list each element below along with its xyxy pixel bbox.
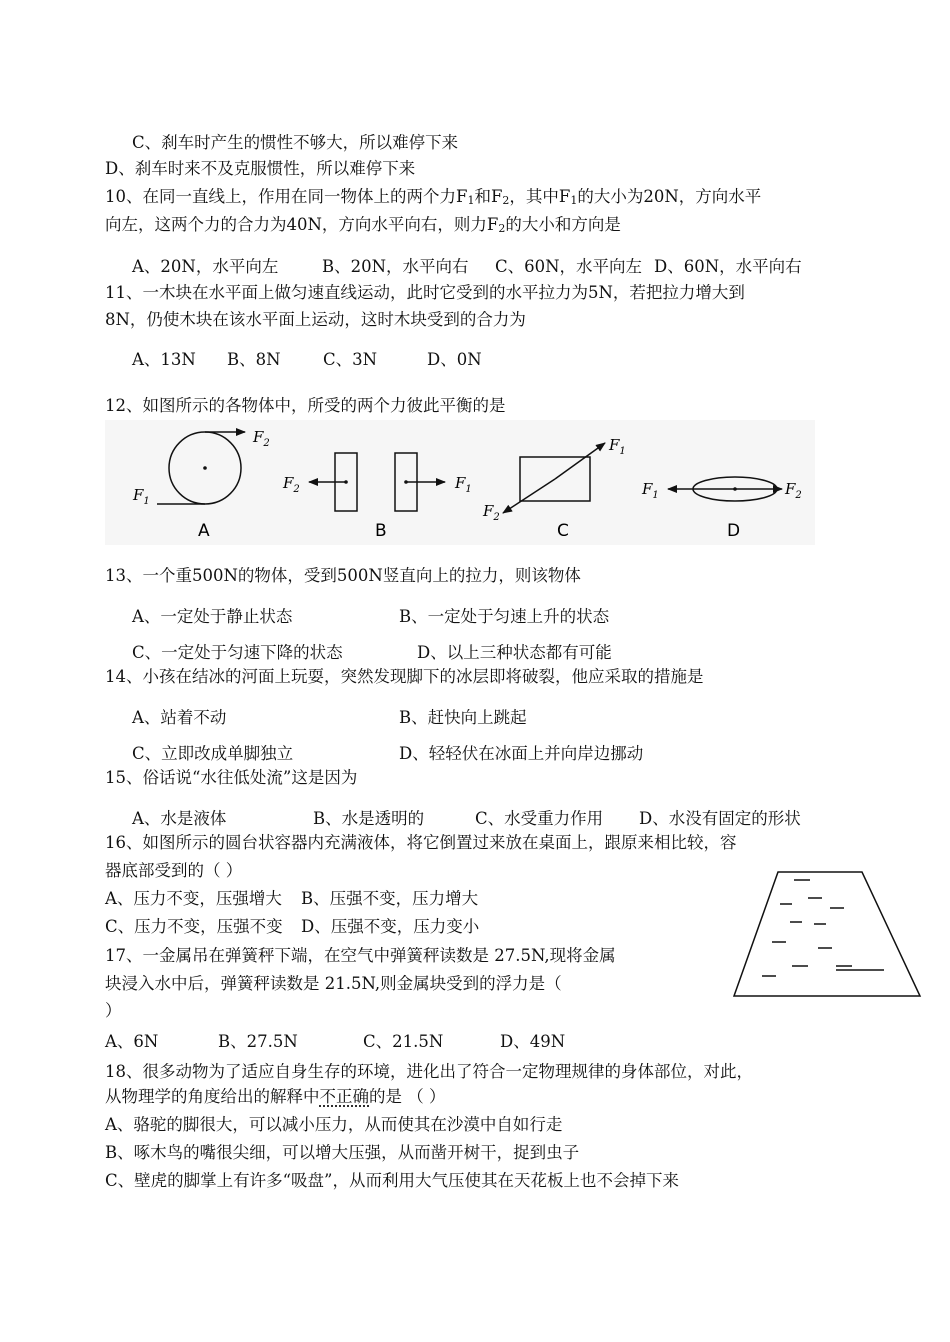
q16-options-row2 xyxy=(105,916,479,938)
q10-stem-line2: 向左，这两个力的合力为40N，方向水平向右，则力F2的大小和方向是 xyxy=(105,215,621,235)
q11-options xyxy=(132,349,482,371)
q18-option-a: A、骆驼的脚很大，可以减小压力，从而使其在沙漠中自如行走 xyxy=(105,1115,563,1134)
q16-stem-line1: 16、如图所示的圆台状容器内充满液体，将它倒置过来放在桌面上，跟原来相比较，容 xyxy=(105,833,737,852)
q11-option-c: C、3N xyxy=(323,350,378,369)
q15-option-c: C、水受重力作用 xyxy=(475,809,604,828)
q16-option-d: D、压强不变，压力变小 xyxy=(301,917,480,936)
diagram-b-label: B xyxy=(375,521,387,541)
diagram-c-f1-label: $F_1$ xyxy=(609,436,626,457)
diagram-a-label: A xyxy=(198,521,210,541)
frustum-container-figure xyxy=(728,868,926,1002)
q13-option-c: C、一定处于匀速下降的状态 xyxy=(132,643,343,662)
q17-stem-line3: ） xyxy=(105,1001,122,1020)
q14-option-d: D、轻轻伏在冰面上并向岸边挪动 xyxy=(399,744,644,763)
q16-option-b: B、压强不变，压力增大 xyxy=(301,889,479,908)
q9-option-c: C、刹车时产生的惯性不够大，所以难停下来 xyxy=(132,133,459,152)
q10-option-a: A、20N，水平向左 xyxy=(132,257,279,276)
q17-option-c: C、21.5N xyxy=(363,1032,444,1051)
q17-stem-line1: 17、一金属吊在弹簧秤下端，在空气中弹簧秤读数是 27.5N,现将金属 xyxy=(105,946,616,965)
q10-option-d: D、60N，水平向右 xyxy=(654,257,802,276)
q15-option-b: B、水是透明的 xyxy=(313,809,425,828)
diagram-a-f2-label: $F_2$ xyxy=(253,428,270,449)
q11-stem-line1: 11、一木块在水平面上做匀速直线运动，此时它受到的水平拉力为5N，若把拉力增大到 xyxy=(105,283,745,302)
q16-stem-line2: 器底部受到的（ ） xyxy=(105,861,243,880)
q13-option-a: A、一定处于静止状态 xyxy=(132,607,293,626)
q18-option-b: B、啄木鸟的嘴很尖细，可以增大压强，从而凿开树干，捉到虫子 xyxy=(105,1143,580,1162)
q18-stem-line1: 18、很多动物为了适应自身生存的环境，进化出了符合一定物理规律的身体部位，对此， xyxy=(105,1062,753,1081)
q15-option-d: D、水没有固定的形状 xyxy=(639,809,801,828)
q16-option-a: A、压力不变，压强增大 xyxy=(105,889,282,908)
q11-option-b: B、8N xyxy=(227,350,281,369)
q16-option-c: C、压力不变，压强不变 xyxy=(105,917,283,936)
q10-stem-line1: 10、在同一直线上，作用在同一物体上的两个力F1和F2，其中F1的大小为20N，方向水平 xyxy=(105,187,762,207)
q14-option-a: A、站着不动 xyxy=(132,708,227,727)
diagram-d-f1-label: $F_1$ xyxy=(642,480,659,501)
q10-option-c: C、60N，水平向左 xyxy=(495,257,643,276)
diagram-d-label: D xyxy=(727,521,741,541)
diagram-c-label: C xyxy=(557,521,569,541)
q10-options xyxy=(132,256,802,278)
q12-force-diagrams xyxy=(105,420,815,545)
q15-option-a: A、水是液体 xyxy=(132,809,227,828)
q9-option-d: D、刹车时来不及克服惯性，所以难停下来 xyxy=(105,159,416,178)
frustum-outline xyxy=(734,872,920,996)
q14-options-row1 xyxy=(132,707,527,729)
diagram-c-f2-label: $F_2$ xyxy=(483,502,500,523)
q14-options-row2 xyxy=(132,743,643,765)
q13-option-b: B、一定处于匀速上升的状态 xyxy=(399,607,610,626)
q18-stem-line2: 从物理学的角度给出的解释中不正确的是 （ ） xyxy=(105,1087,446,1106)
q11-option-a: A、13N xyxy=(132,350,196,369)
q13-options-row1 xyxy=(132,606,609,628)
liquid-marks xyxy=(762,880,884,976)
q17-option-b: B、27.5N xyxy=(218,1032,298,1051)
q17-options xyxy=(105,1031,565,1053)
q11-stem-line2: 8N，仍使木块在该水平面上运动，这时木块受到的合力为 xyxy=(105,310,526,329)
q16-options-row1 xyxy=(105,888,478,910)
q12-stem: 12、如图所示的各物体中，所受的两个力彼此平衡的是 xyxy=(105,396,506,415)
q15-options xyxy=(132,808,801,830)
diagram-b-f1-label: $F_1$ xyxy=(455,474,472,495)
q13-stem: 13、一个重500N的物体，受到500N竖直向上的拉力，则该物体 xyxy=(105,566,581,585)
q13-option-d: D、以上三种状态都有可能 xyxy=(417,643,612,662)
q13-options-row2 xyxy=(132,642,612,664)
diagram-b-f2-label: $F_2$ xyxy=(283,474,300,495)
q18-emphasis-incorrect: 不正确 xyxy=(319,1087,369,1106)
q14-option-c: C、立即改成单脚独立 xyxy=(132,744,294,763)
q14-stem: 14、小孩在结冰的河面上玩耍，突然发现脚下的冰层即将破裂，他应采取的措施是 xyxy=(105,667,704,686)
diagram-a-f1-label: $F_1$ xyxy=(133,486,150,507)
q11-option-d: D、0N xyxy=(427,350,482,369)
q17-stem-line2: 块浸入水中后，弹簧秤读数是 21.5N,则金属块受到的浮力是（ xyxy=(105,974,562,993)
q18-option-c: C、壁虎的脚掌上有许多“吸盘”，从而利用大气压使其在天花板上也不会掉下来 xyxy=(105,1171,679,1190)
q10-option-b: B、20N，水平向右 xyxy=(322,257,469,276)
q14-option-b: B、赶快向上跳起 xyxy=(399,708,527,727)
diagram-d-f2-label: $F_2$ xyxy=(785,480,802,501)
q15-stem: 15、俗话说“水往低处流”这是因为 xyxy=(105,768,358,787)
q17-option-a: A、6N xyxy=(105,1032,159,1051)
q17-option-d: D、49N xyxy=(500,1032,566,1051)
